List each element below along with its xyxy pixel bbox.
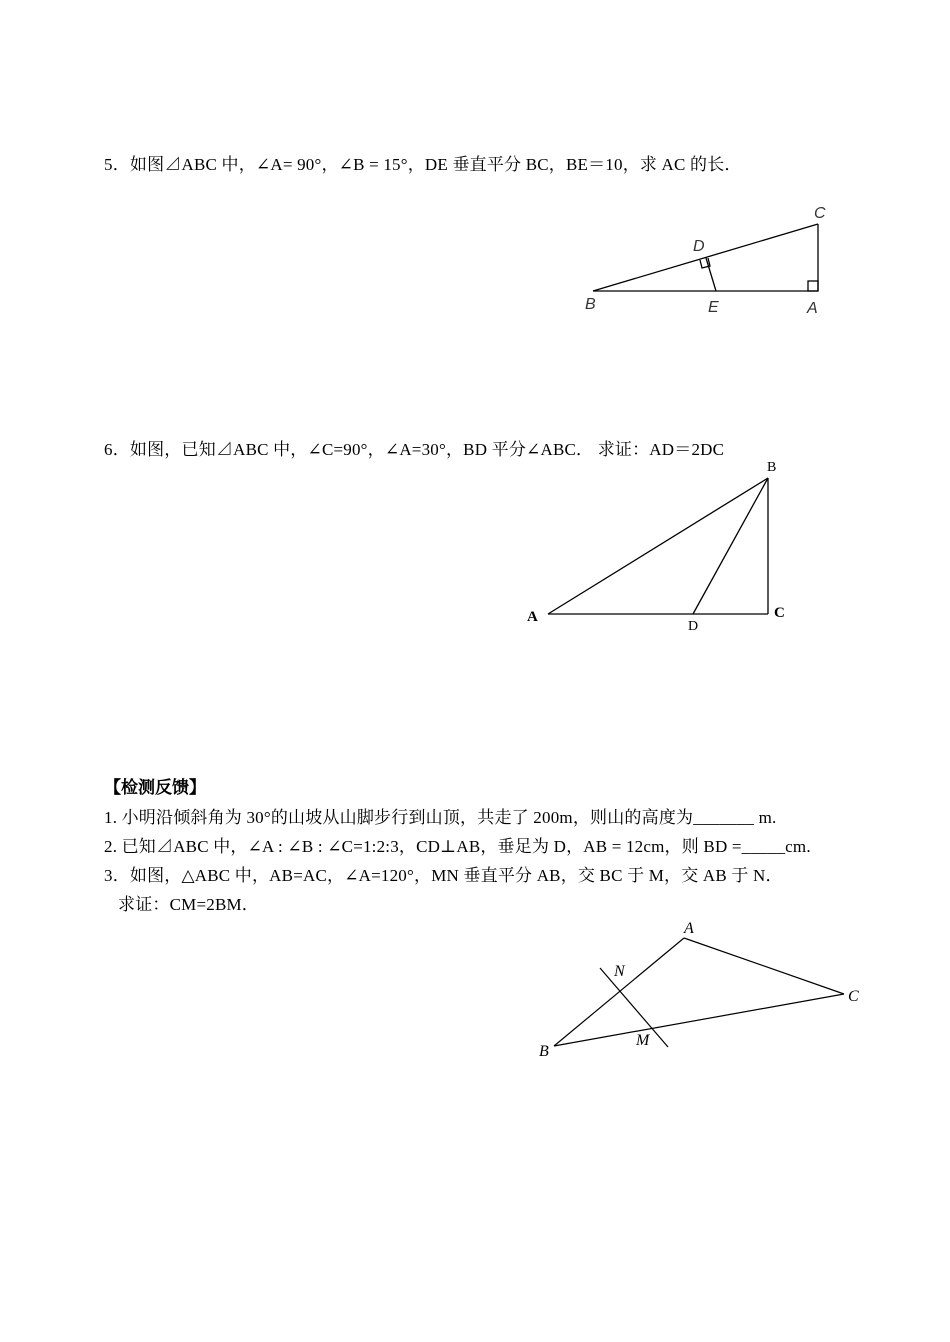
segment-AB-6 bbox=[548, 478, 768, 614]
label-D-6: D bbox=[688, 619, 699, 634]
segment-BA-q3 bbox=[554, 938, 684, 1046]
label-N-q3: N bbox=[614, 963, 625, 980]
feedback-question-3-proof: 求证：CM=2BM． bbox=[118, 895, 259, 914]
feedback-question-1: 1. 小明沿倾斜角为 30°的山坡从山脚步行到山顶，共走了 200m，则山的高度为_______ m. bbox=[104, 808, 777, 827]
segment-BC-q3 bbox=[554, 994, 844, 1046]
right-angle-mark-A bbox=[808, 281, 818, 291]
label-E: E bbox=[708, 299, 719, 316]
label-A-6: A bbox=[527, 609, 538, 625]
feedback-heading: 【检测反馈】 bbox=[104, 778, 206, 798]
feedback-question-3: 3．如图，△ABC 中，AB=AC，∠A=120°，MN 垂直平分 AB，交 BC 于 M，交 AB 于 N． bbox=[104, 866, 783, 885]
label-A-q3: A bbox=[684, 920, 694, 937]
label-B-6: B bbox=[767, 460, 777, 475]
segment-BD-6 bbox=[693, 478, 768, 614]
label-B: B bbox=[585, 296, 596, 313]
segment-AC-q3 bbox=[684, 938, 844, 994]
label-M-q3: M bbox=[636, 1032, 650, 1049]
segment-DE bbox=[706, 258, 716, 291]
right-angle-mark-D bbox=[700, 258, 710, 268]
problem-5-text: 5．如图⊿ABC 中，∠A= 90°，∠B = 15°，DE 垂直平分 BC，BE＝10，求 AC 的长． bbox=[104, 155, 742, 174]
label-C-6: C bbox=[774, 605, 785, 621]
feedback-question-2: 2. 已知⊿ABC 中，∠A : ∠B : ∠C=1:2:3，CD⊥AB，垂足为 D，AB = 12cm，则 BD =_____cm. bbox=[104, 837, 811, 856]
segment-BC bbox=[593, 224, 818, 291]
label-B-q3: B bbox=[539, 1043, 549, 1060]
label-A: A bbox=[807, 300, 818, 317]
label-C: C bbox=[814, 205, 826, 222]
label-D: D bbox=[693, 238, 705, 255]
problem-6-text: 6．如图，已知⊿ABC 中，∠C=90°，∠A=30°，BD 平分∠ABC． 求证：AD＝2DC bbox=[104, 440, 725, 459]
label-C-q3: C bbox=[848, 988, 859, 1005]
